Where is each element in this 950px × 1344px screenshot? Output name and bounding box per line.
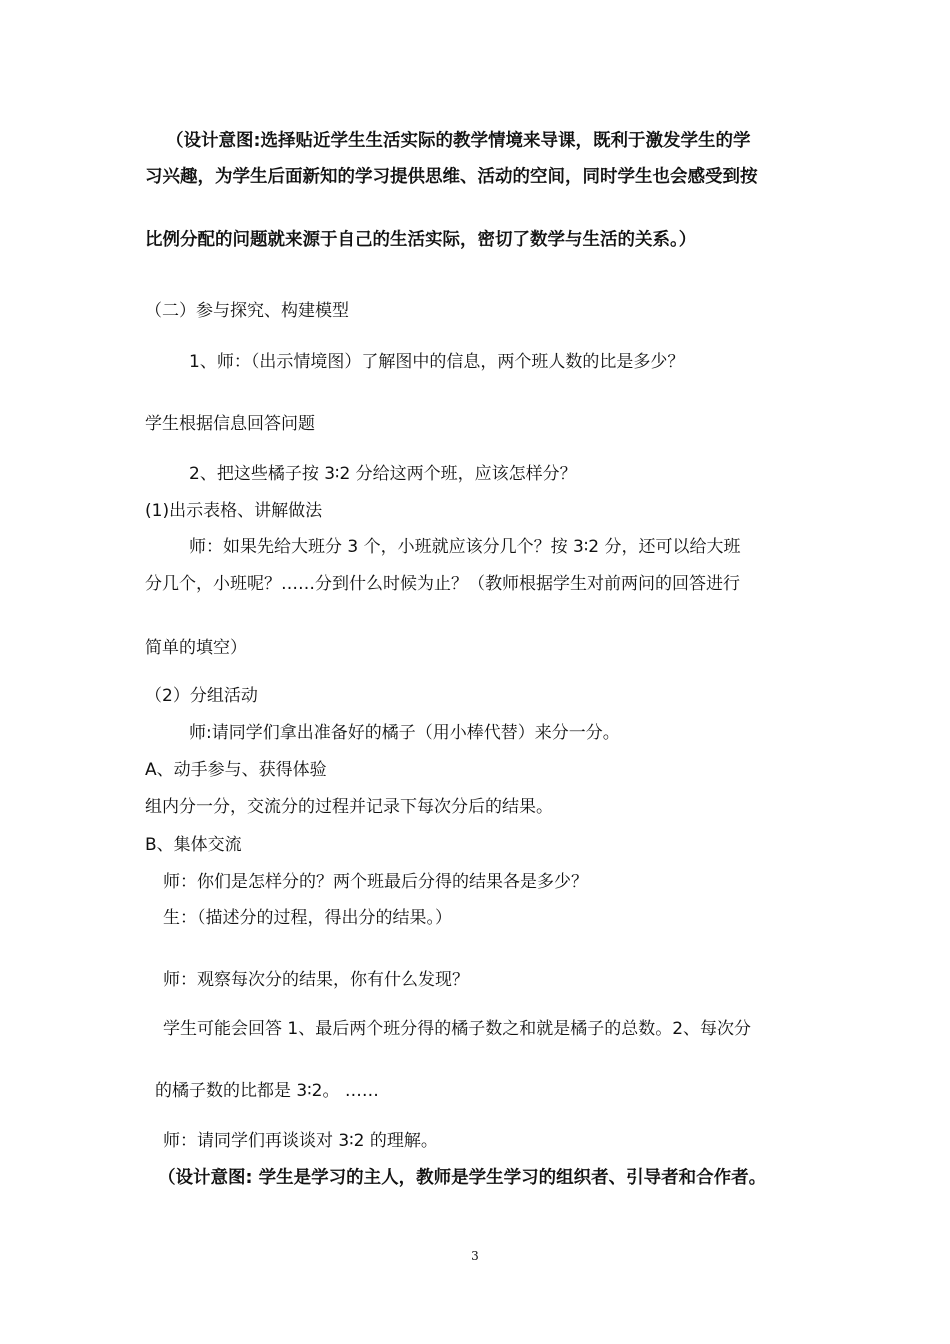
design-intent-1-line-1: （设计意图:选择贴近学生生活实际的教学情境来导课，既利于激发学生的学 (166, 131, 751, 151)
item-1-teacher-question: 1、师：（出示情境图）了解图中的信息，两个班人数的比是多少？ (189, 352, 685, 372)
student-possible-line-2: 的橘子数的比都是 3∶2。 …… (155, 1081, 379, 1101)
sub-2-heading: （2）分组活动 (145, 686, 258, 706)
teacher-understand: 师：请同学们再谈谈对 3∶2 的理解。 (163, 1131, 438, 1151)
design-intent-2: （设计意图: 学生是学习的主人，教师是学生学习的组织者、引导者和合作者。 (158, 1168, 767, 1188)
page-number: 3 (471, 1249, 479, 1263)
part-a-text: 组内分一分，交流分的过程并记录下每次分后的结果。 (145, 797, 553, 817)
design-intent-1-line-3: 比例分配的问题就来源于自己的生活实际，密切了数学与生活的关系。） (145, 230, 697, 250)
teacher-explain-line-1: 师：如果先给大班分 3 个，小班就应该分几个？按 3∶2 分，还可以给大班 (189, 537, 741, 557)
student-answer: 学生根据信息回答问题 (145, 414, 315, 434)
student-possible-line-1: 学生可能会回答 1、最后两个班分得的橘子数之和就是橘子的总数。2、每次分 (163, 1019, 752, 1039)
sub-1-heading: (1)出示表格、讲解做法 (145, 501, 323, 521)
item-2-question: 2、把这些橘子按 3∶2 分给这两个班，应该怎样分？ (189, 464, 577, 484)
teacher-observe: 师：观察每次分的结果，你有什么发现？ (163, 970, 469, 990)
student-reply: 生：（描述分的过程，得出分的结果。） (163, 908, 452, 928)
teacher-explain-line-3: 简单的填空） (145, 638, 247, 658)
section-2-heading: （二）参与探究、构建模型 (145, 301, 349, 321)
part-a-heading: A、动手参与、获得体验 (145, 760, 327, 780)
design-intent-1-line-2: 习兴趣，为学生后面新知的学习提供思维、活动的空间，同时学生也会感受到按 (145, 167, 758, 187)
teacher-question: 师：你们是怎样分的？两个班最后分得的结果各是多少？ (163, 872, 588, 892)
part-b-heading: B、集体交流 (145, 835, 242, 855)
teacher-explain-line-2: 分几个，小班呢？……分到什么时候为止？（教师根据学生对前两问的回答进行 (145, 574, 740, 594)
teacher-oranges-instruction: 师:请同学们拿出准备好的橘子（用小棒代替）来分一分。 (189, 723, 620, 743)
